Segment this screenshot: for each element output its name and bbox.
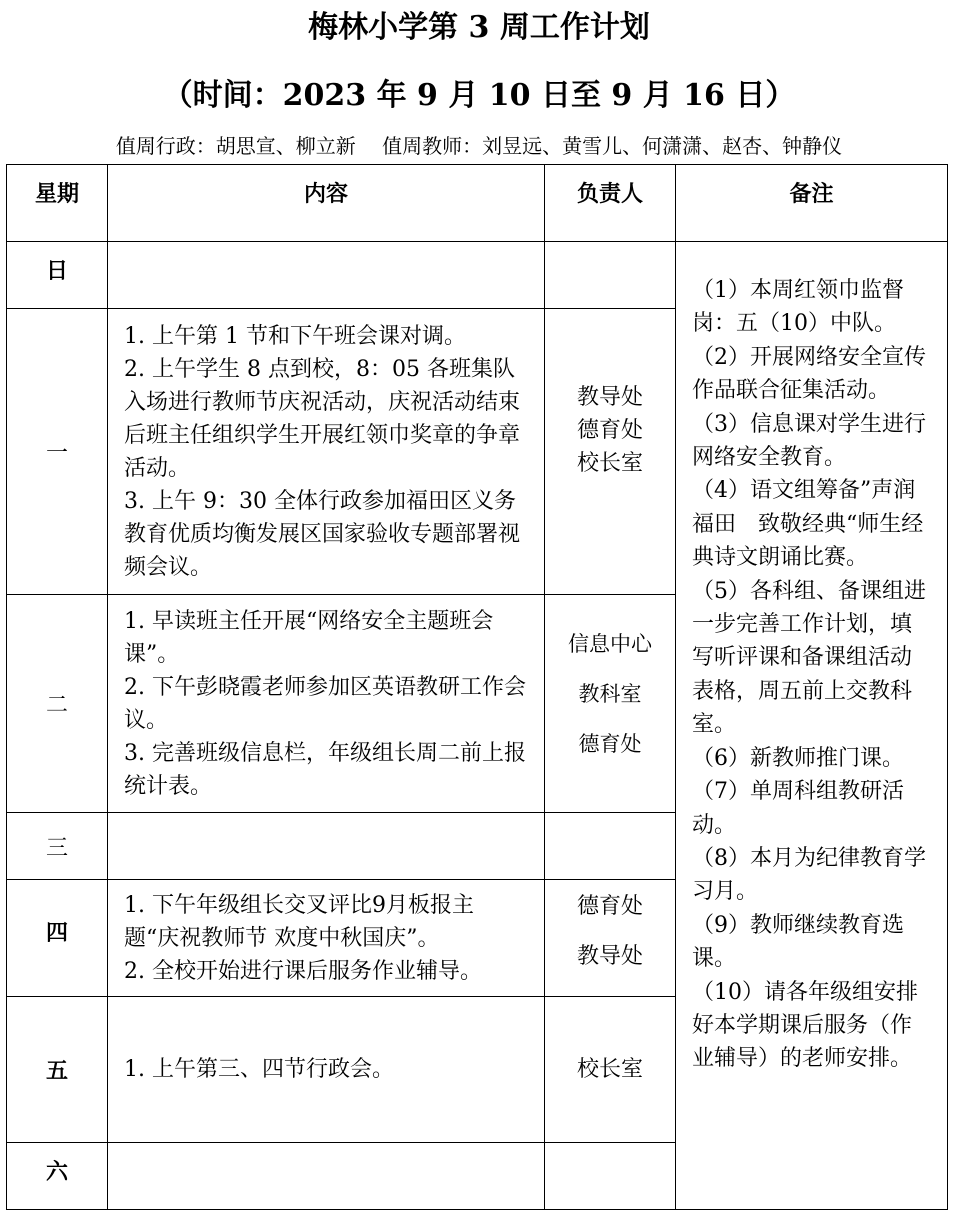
weekly-plan-table bbox=[6, 164, 948, 1210]
owner-item: 教导处 bbox=[576, 944, 643, 969]
owner-cell bbox=[545, 880, 676, 997]
note-item: （9）教师继续教育选课。 bbox=[692, 912, 904, 972]
day-cell: 一 bbox=[7, 309, 108, 595]
content-item: 1. 早读班主任开展“网络安全主题班会课”。 bbox=[124, 608, 494, 667]
day-cell: 三 bbox=[7, 813, 108, 880]
note-item: （5）各科组、备课组进一步完善工作计划，填写听评课和备课组活动表格，周五前上交教科室。 bbox=[692, 578, 926, 738]
content-cell bbox=[108, 595, 545, 813]
owner-item: 教科室 bbox=[578, 682, 642, 706]
owner-item: 德育处 bbox=[578, 732, 642, 756]
owner-item: 德育处 bbox=[576, 894, 643, 919]
content-item: 2. 全校开始进行课后服务作业辅导。 bbox=[124, 958, 482, 984]
owner-cell bbox=[545, 1143, 676, 1210]
day-cell: 二 bbox=[7, 595, 108, 813]
note-item: （6）新教师推门课。 bbox=[692, 745, 904, 771]
content-cell bbox=[108, 242, 545, 309]
content-item: 1. 上午第 1 节和下午班会课对调。 bbox=[124, 323, 466, 349]
note-item: （1）本周红领巾监督岗：五（10）中队。 bbox=[692, 278, 904, 337]
content-item: 2. 上午学生 8 点到校，8：05 各班集队入场进行教师节庆祝活动，庆祝活动结束后班主任组织学生开展红领巾奖章的争章活动。 bbox=[124, 356, 521, 481]
note-item: （10）请各年级组安排好本学期课后服务（作业辅导）的老师安排。 bbox=[692, 979, 918, 1072]
owner-cell bbox=[545, 813, 676, 880]
note-item: （8）本月为纪律教育学习月。 bbox=[692, 845, 926, 905]
duty-staff-line bbox=[0, 133, 958, 159]
note-item: （4）语文组筹备”声润福田 致敬经典“师生经典诗文朗诵比赛。 bbox=[692, 478, 924, 571]
content-cell bbox=[108, 997, 545, 1143]
table-header-row bbox=[7, 165, 948, 242]
note-item: （7）单周科组教研活动。 bbox=[692, 779, 904, 838]
table-row bbox=[7, 242, 948, 309]
owner-item: 校长室 bbox=[576, 1057, 643, 1082]
day-cell: 五 bbox=[7, 997, 108, 1143]
owner-item: 德育处 bbox=[576, 418, 643, 443]
content-item: 1. 下午年级组长交叉评比9月板报主题“庆祝教师节 欢度中秋国庆”。 bbox=[124, 892, 474, 951]
header-owner: 负责人 bbox=[545, 165, 676, 242]
note-item: （3）信息课对学生进行网络安全教育。 bbox=[692, 411, 926, 471]
owner-cell bbox=[545, 309, 676, 595]
owner-cell bbox=[545, 595, 676, 813]
header-content: 内容 bbox=[108, 165, 545, 242]
day-cell: 四 bbox=[7, 880, 108, 997]
content-cell bbox=[108, 1143, 545, 1210]
content-cell bbox=[108, 880, 545, 997]
page-title: 梅林小学第 3 周工作计划 bbox=[308, 10, 650, 45]
note-item: （2）开展网络安全宣传作品联合征集活动。 bbox=[692, 344, 926, 404]
content-item: 3. 完善班级信息栏，年级组长周二前上报统计表。 bbox=[124, 740, 526, 799]
duty-teachers: 值周教师：刘昱远、黄雪儿、何潇潇、赵杏、钟静仪 bbox=[382, 134, 843, 158]
day-cell: 六 bbox=[7, 1143, 108, 1210]
content-item: 1. 上午第三、四节行政会。 bbox=[124, 1057, 394, 1082]
content-item: 2. 下午彭晓霞老师参加区英语教研工作会议。 bbox=[124, 674, 526, 733]
header-notes: 备注 bbox=[676, 165, 948, 242]
date-range-subtitle: （时间：2023 年 9 月 10 日至 9 月 16 日） bbox=[162, 78, 796, 113]
content-cell bbox=[108, 309, 545, 595]
owner-cell bbox=[545, 242, 676, 309]
owner-item: 校长室 bbox=[576, 451, 643, 476]
content-cell bbox=[108, 813, 545, 880]
owner-item: 信息中心 bbox=[568, 632, 652, 656]
day-cell: 日 bbox=[7, 242, 108, 309]
owner-item: 教导处 bbox=[576, 385, 643, 410]
header-day: 星期 bbox=[7, 165, 108, 242]
duty-admin: 值周行政：胡思宣、柳立新 bbox=[115, 134, 356, 158]
owner-cell bbox=[545, 997, 676, 1143]
notes-cell bbox=[676, 242, 948, 1210]
content-item: 3. 上午 9：30 全体行政参加福田区义务教育优质均衡发展区国家验收专题部署视频会议。 bbox=[124, 488, 521, 580]
